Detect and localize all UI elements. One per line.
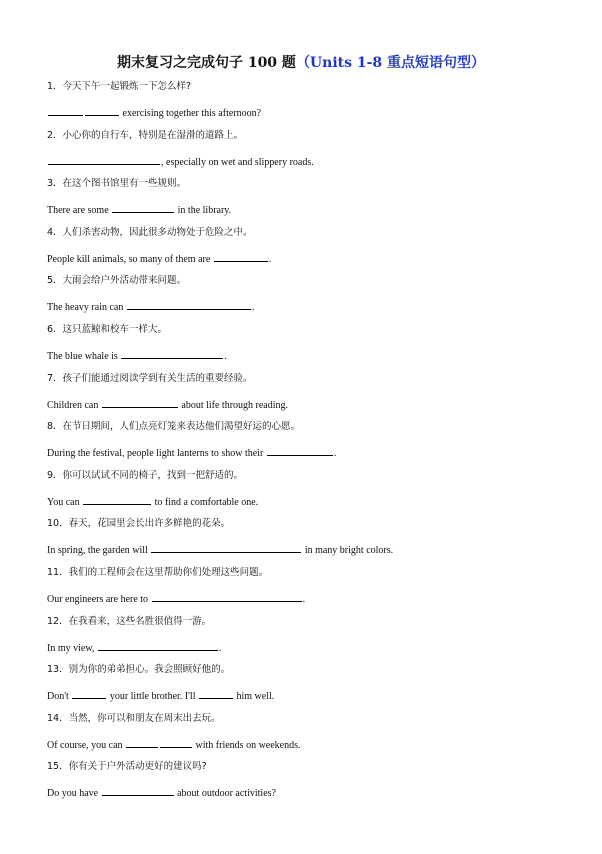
question-chinese: 1．今天下午一起锻炼一下怎么样? bbox=[47, 81, 192, 92]
question-item bbox=[47, 372, 567, 421]
sentence-segment: to find a comfortable one. bbox=[152, 496, 259, 508]
question-chinese: 4．人们杀害动物，因此很多动物处于危险之中。 bbox=[47, 226, 253, 238]
sentence-segment: Children can bbox=[47, 399, 101, 411]
sentence-segment: . bbox=[268, 253, 272, 265]
sentence-segment: exercising together this afternoon? bbox=[120, 108, 262, 119]
question-english bbox=[47, 737, 567, 753]
answer-blank[interactable] bbox=[160, 737, 192, 748]
sentence-segment: The blue whale is bbox=[47, 350, 121, 362]
question-english bbox=[47, 494, 567, 510]
page-title bbox=[0, 52, 602, 72]
sentence-segment: in many bright colors. bbox=[302, 545, 394, 557]
answer-blank[interactable] bbox=[85, 105, 119, 116]
question-english bbox=[47, 591, 567, 607]
title-subtitle: （Units 1-8 重点短语句型） bbox=[295, 55, 486, 71]
question-item bbox=[47, 274, 567, 323]
sentence-segment: Do you have bbox=[47, 788, 101, 800]
question-chinese: 8．在节日期间，人们点亮灯笼来表达他们渴望好运的心愿。 bbox=[47, 421, 301, 433]
answer-blank[interactable] bbox=[48, 154, 160, 165]
question-item bbox=[47, 566, 567, 615]
question-item bbox=[47, 517, 567, 566]
sentence-segment: in the library. bbox=[175, 205, 232, 217]
question-english bbox=[47, 105, 567, 121]
sentence-segment: . bbox=[251, 302, 255, 314]
question-english bbox=[47, 202, 567, 218]
question-chinese: 14．当然，你可以和朋友在周末出去玩。 bbox=[47, 712, 221, 724]
question-item bbox=[47, 420, 567, 469]
answer-blank[interactable] bbox=[121, 348, 223, 359]
question-chinese: 5．大雨会给户外活动带来问题。 bbox=[47, 275, 187, 287]
question-english bbox=[47, 542, 567, 558]
sentence-segment: him well. bbox=[234, 691, 275, 703]
sentence-segment: , especially on wet and slippery roads. bbox=[161, 156, 314, 168]
sentence-segment: In my view, bbox=[47, 642, 97, 654]
answer-blank[interactable] bbox=[199, 688, 233, 699]
sentence-segment: your little brother. I'll bbox=[107, 691, 198, 703]
question-chinese: 10．春天，花园里会长出许多鲜艳的花朵。 bbox=[47, 518, 231, 530]
sentence-segment: . bbox=[218, 642, 222, 654]
question-english bbox=[47, 299, 567, 315]
sentence-segment: Don't bbox=[47, 691, 72, 703]
answer-blank[interactable] bbox=[98, 640, 218, 651]
question-item bbox=[47, 663, 567, 712]
answer-blank[interactable] bbox=[72, 688, 106, 699]
question-chinese: 13．别为你的弟弟担心。我会照顾好他的。 bbox=[47, 664, 231, 676]
question-chinese: 7．孩子们能通过阅读学到有关生活的重要经验。 bbox=[47, 372, 253, 384]
question-item bbox=[47, 615, 567, 664]
question-english bbox=[47, 445, 567, 461]
question-chinese: 6．这只蓝鲸和校车一样大。 bbox=[47, 323, 168, 335]
question-english bbox=[47, 688, 567, 704]
answer-blank[interactable] bbox=[102, 397, 178, 408]
sentence-segment: There are some bbox=[47, 205, 112, 217]
question-item bbox=[47, 323, 567, 372]
sentence-segment: about outdoor activities? bbox=[174, 788, 276, 800]
answer-blank[interactable] bbox=[152, 591, 302, 602]
question-english bbox=[47, 640, 567, 656]
question-english bbox=[47, 251, 567, 267]
sentence-segment: Our engineers are here to bbox=[47, 593, 151, 605]
sentence-segment: with friends on weekends. bbox=[193, 739, 301, 751]
question-chinese: 2．小心你的自行车，特别是在湿滑的道路上。 bbox=[47, 129, 244, 141]
answer-blank[interactable] bbox=[151, 542, 301, 553]
question-list bbox=[47, 80, 567, 809]
question-chinese: 11．我们的工程师会在这里帮助你们处理这些问题。 bbox=[47, 566, 269, 578]
sentence-segment: You can bbox=[47, 496, 83, 508]
sentence-segment: . bbox=[302, 593, 306, 605]
question-english bbox=[47, 348, 567, 364]
question-chinese: 12．在我看来，这些名胜很值得一游。 bbox=[47, 615, 212, 627]
question-item bbox=[47, 712, 567, 761]
answer-blank[interactable] bbox=[112, 202, 174, 213]
sentence-segment: . bbox=[224, 350, 227, 362]
question-chinese: 3．在这个图书馆里有一些规则。 bbox=[47, 178, 187, 190]
question-item bbox=[47, 469, 567, 518]
answer-blank[interactable] bbox=[267, 445, 333, 456]
question-item bbox=[47, 760, 567, 809]
question-item bbox=[47, 226, 567, 275]
sentence-segment: . bbox=[333, 448, 337, 460]
question-chinese: 15．你有关于户外活动更好的建议吗? bbox=[47, 761, 207, 773]
answer-blank[interactable] bbox=[102, 785, 174, 796]
sentence-segment: In spring, the garden will bbox=[47, 545, 151, 557]
answer-blank[interactable] bbox=[214, 251, 268, 262]
sentence-segment: During the festival, people light lanterns to show their bbox=[47, 448, 266, 460]
answer-blank[interactable] bbox=[127, 299, 251, 310]
question-item bbox=[47, 80, 567, 129]
question-english bbox=[47, 154, 567, 170]
question-english bbox=[47, 785, 567, 801]
question-chinese: 9．你可以试试不同的椅子，找到一把舒适的。 bbox=[47, 469, 244, 481]
sentence-segment: about life through reading. bbox=[178, 399, 289, 411]
answer-blank[interactable] bbox=[126, 737, 158, 748]
sentence-segment: People kill animals, so many of them are bbox=[47, 253, 213, 265]
question-item bbox=[47, 177, 567, 226]
answer-blank[interactable] bbox=[83, 494, 151, 505]
title-main: 期末复习之完成句子 100 题 bbox=[116, 55, 296, 71]
sentence-segment: Of course, you can bbox=[47, 739, 126, 751]
sentence-segment: The heavy rain can bbox=[47, 302, 126, 314]
answer-blank[interactable] bbox=[48, 105, 83, 116]
question-english bbox=[47, 397, 567, 413]
question-item bbox=[47, 129, 567, 178]
